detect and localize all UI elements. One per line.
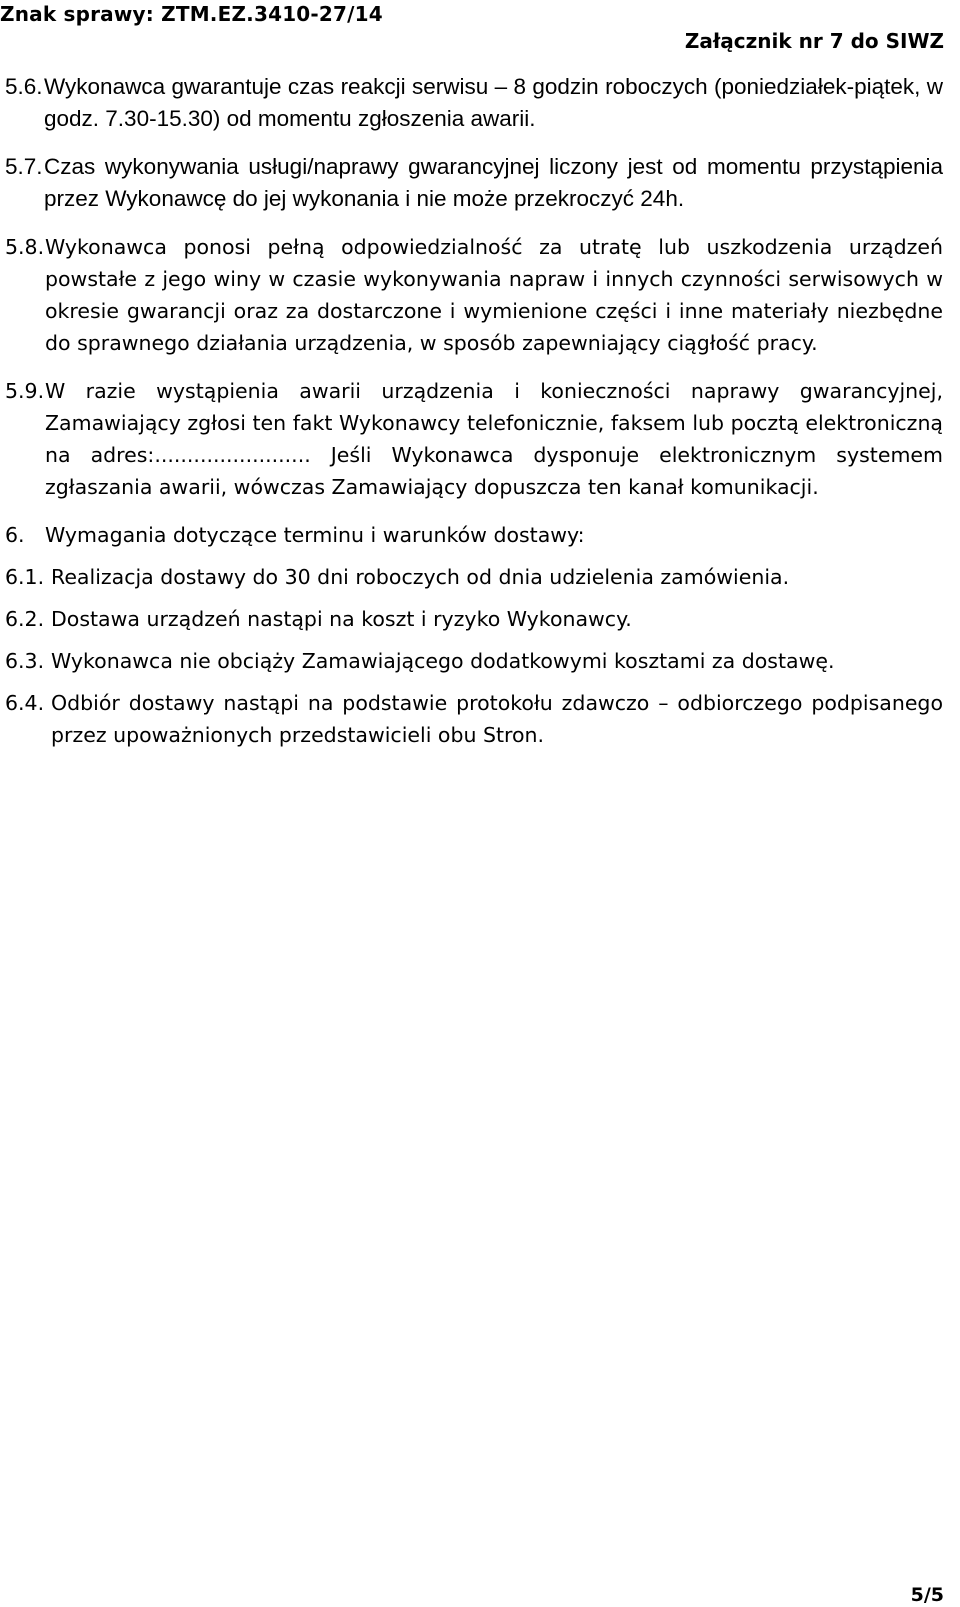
case-number: Znak sprawy: ZTM.EZ.3410-27/14 [0,2,383,26]
clause-text: Odbiór dostawy nastąpi na podstawie protokołu zdawczo – odbiorczego podpisanego przez upoważnionych przedstawicieli obu Stron. [51,691,943,747]
section-6-heading [5,519,943,551]
document-body [5,71,943,751]
clause-text: Realizacja dostawy do 30 dni roboczych od dnia udzielenia zamówienia. [51,565,790,589]
clause-number: 5.6. [5,74,43,99]
clause-text: Wykonawca nie obciąży Zamawiającego dodatkowymi kosztami za dostawę. [51,649,835,673]
clause-number: 5.9. [5,379,45,403]
clause-5-8 [5,231,943,359]
clause-number: 6.4. [5,691,45,715]
clause-5-6 [5,71,943,135]
clause-5-9 [5,375,943,503]
page-number: 5/5 [910,1584,944,1606]
clause-6-2 [5,603,943,635]
clause-6-3 [5,645,943,677]
clause-text: Dostawa urządzeń nastąpi na koszt i ryzyko Wykonawcy. [51,607,632,631]
clause-5-7 [5,151,943,215]
clause-text: Wykonawca gwarantuje czas reakcji serwisu – 8 godzin roboczych (poniedziałek-piątek, w godz. 7.30-15.30) od momentu zgłoszenia awarii. [44,74,943,131]
clause-text: Czas wykonywania usługi/naprawy gwarancyjnej liczony jest od momentu przystąpienia przez Wykonawcę do jej wykonania i nie może przekroczyć 24h. [44,154,943,211]
attachment-label: Załącznik nr 7 do SIWZ [684,29,944,53]
clause-number: 6.2. [5,607,45,631]
clause-6-4 [5,687,943,751]
clause-text: Wykonawca ponosi pełną odpowiedzialność za utratę lub uszkodzenia urządzeń powstałe z jego winy w czasie wykonywania napraw i innych czynności serwisowych w okresie gwarancji oraz za dostarczone i wymienione części i inne materiały niezbędne do sprawnego działania urządzenia, w sposób zapewniający ciągłość pracy. [45,235,943,355]
section-title: Wymagania dotyczące terminu i warunków dostawy: [45,523,585,547]
clause-number: 5.7. [5,154,43,179]
section-number: 6. [5,523,25,547]
clause-number: 6.3. [5,649,45,673]
clause-text: W razie wystąpienia awarii urządzenia i konieczności naprawy gwarancyjnej, Zamawiający zgłosi ten fakt Wykonawcy telefonicznie, faksem lub pocztą elektroniczną na adres:........................ Jeśli Wykonawca dysponuje elektronicznym systemem zgłaszania awarii, wówczas Zamawiający dopuszcza ten kanał komunikacji. [45,379,943,499]
clause-number: 5.8. [5,235,45,259]
clause-6-1 [5,561,943,593]
clause-number: 6.1. [5,565,45,589]
